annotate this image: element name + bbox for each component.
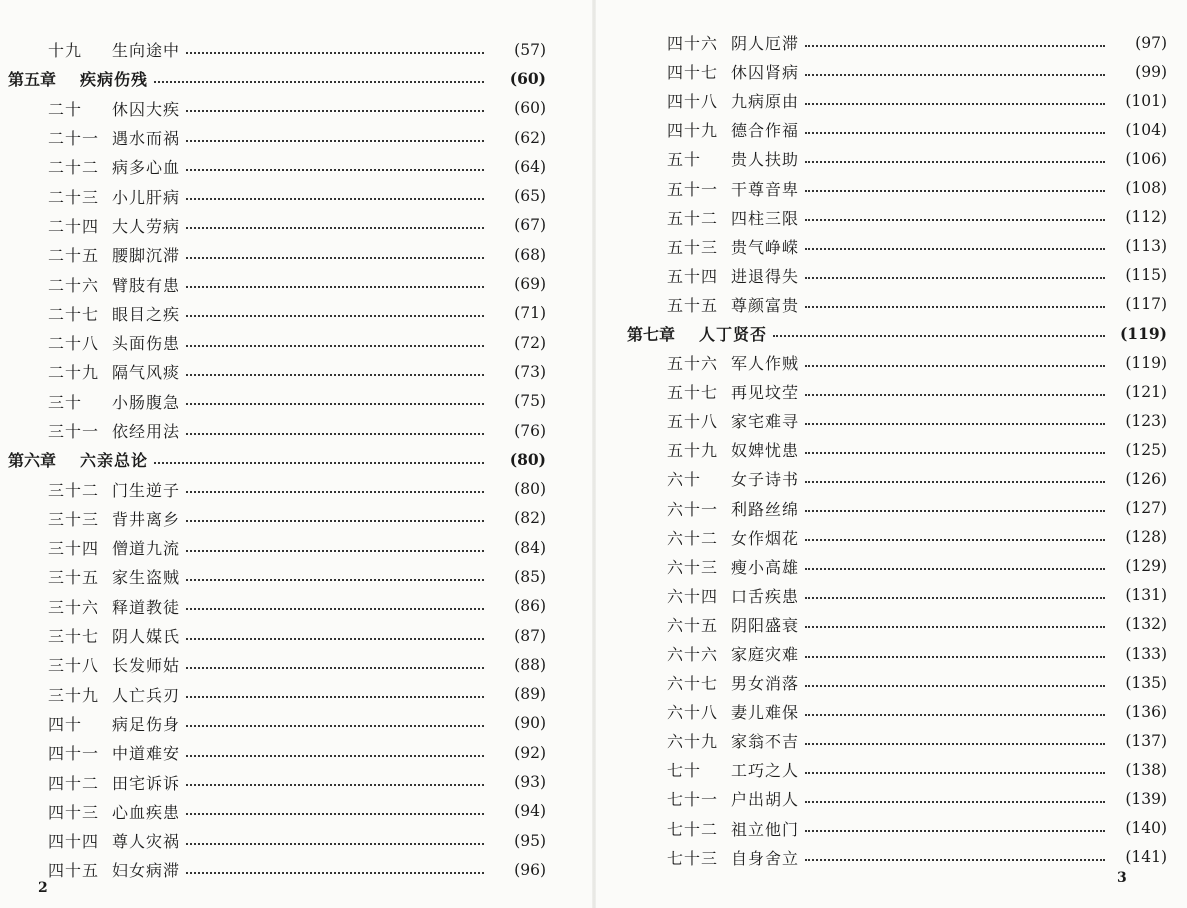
dot-leader — [805, 290, 1105, 308]
chapter-number: 第七章 — [627, 324, 676, 344]
page-reference: (71) — [514, 304, 546, 323]
entry-number: 五十五 — [667, 295, 719, 315]
entry-title: 长发师姑 — [112, 656, 181, 676]
entry-number: 二十六 — [48, 275, 100, 295]
dot-leader — [186, 270, 484, 288]
entry-title: 休囚大疾 — [112, 99, 181, 119]
entry-number: 五十 — [667, 150, 702, 170]
page-reference: (128) — [1125, 528, 1167, 547]
dot-leader — [805, 669, 1105, 687]
toc-entry — [597, 843, 1187, 872]
toc-entry — [0, 152, 590, 181]
toc-entry — [597, 464, 1187, 493]
entry-title: 利路丝绵 — [731, 499, 800, 519]
toc-entry — [0, 826, 590, 855]
entry-number: 六十八 — [667, 703, 719, 723]
page-reference: (115) — [1125, 266, 1167, 285]
entry-title: 进退得失 — [731, 266, 800, 286]
entry-title: 眼目之疾 — [112, 304, 181, 324]
entry-number: 七十 — [667, 761, 702, 781]
toc-entry — [0, 211, 590, 240]
dot-leader — [805, 465, 1105, 483]
toc-entry — [0, 738, 590, 767]
dot-leader — [186, 475, 484, 493]
entry-title: 军人作贼 — [731, 354, 800, 374]
toc-entry — [0, 533, 590, 562]
entry-title: 家翁不吉 — [731, 732, 800, 752]
dot-leader — [186, 534, 484, 552]
entry-title: 家宅难寻 — [731, 412, 800, 432]
page-reference: (92) — [514, 743, 546, 762]
entry-title: 德合作福 — [731, 121, 800, 141]
entry-number: 三十六 — [48, 597, 100, 617]
toc-entry — [0, 416, 590, 445]
page-reference: (99) — [1135, 62, 1167, 81]
dot-leader — [186, 358, 484, 376]
entry-number: 七十一 — [667, 790, 719, 810]
dot-leader — [805, 843, 1105, 861]
dot-leader — [805, 698, 1105, 716]
toc-entry — [0, 855, 590, 884]
toc-chapter-heading — [0, 64, 590, 93]
entry-number: 四十六 — [667, 34, 719, 54]
entry-number: 六十七 — [667, 674, 719, 694]
page-reference: (62) — [514, 128, 546, 147]
page-reference: (140) — [1125, 819, 1167, 838]
toc-entry — [597, 406, 1187, 435]
toc-entry — [597, 115, 1187, 144]
dot-leader — [805, 581, 1105, 599]
page-reference: (123) — [1125, 411, 1167, 430]
entry-title: 妻儿难保 — [731, 703, 800, 723]
entry-title: 病足伤身 — [112, 714, 181, 734]
entry-number: 二十三 — [48, 187, 100, 207]
page-reference: (64) — [514, 157, 546, 176]
chapter-title: 六亲总论 — [80, 451, 149, 471]
entry-number: 三十二 — [48, 480, 100, 500]
right-page — [597, 0, 1187, 908]
entry-title: 中道难安 — [112, 744, 181, 764]
toc-entry — [597, 639, 1187, 668]
dot-leader — [154, 65, 484, 83]
page-number-left: 2 — [38, 880, 48, 896]
entry-title: 尊人灾祸 — [112, 832, 181, 852]
entry-number: 三十四 — [48, 539, 100, 559]
chapter-number: 第六章 — [8, 451, 57, 471]
entry-number: 三十 — [48, 392, 83, 412]
entry-number: 三十七 — [48, 627, 100, 647]
toc-entry — [597, 610, 1187, 639]
toc-entry — [0, 592, 590, 621]
entry-title: 小肠腹急 — [112, 392, 181, 412]
dot-leader — [805, 232, 1105, 250]
entry-title: 背井离乡 — [112, 509, 181, 529]
toc-entry — [597, 28, 1187, 57]
entry-title: 阴阳盛衰 — [731, 615, 800, 635]
toc-entry — [0, 35, 590, 64]
page-reference: (132) — [1125, 615, 1167, 634]
page-reference: (95) — [514, 831, 546, 850]
entry-title: 遇水而祸 — [112, 129, 181, 149]
page-reference: (141) — [1125, 848, 1167, 867]
entry-title: 僧道九流 — [112, 539, 181, 559]
entry-number: 五十四 — [667, 266, 719, 286]
page-reference: (101) — [1125, 91, 1167, 110]
entry-number: 七十三 — [667, 848, 719, 868]
dot-leader — [805, 58, 1105, 76]
toc-entry — [0, 680, 590, 709]
toc-list-right — [597, 28, 1187, 872]
page-reference: (126) — [1125, 469, 1167, 488]
toc-entry — [0, 240, 590, 269]
entry-title: 生向途中 — [112, 41, 181, 61]
entry-number: 二十五 — [48, 246, 100, 266]
dot-leader — [805, 523, 1105, 541]
entry-number: 五十三 — [667, 237, 719, 257]
entry-title: 臂肢有患 — [112, 275, 181, 295]
entry-title: 再见坟茔 — [731, 383, 800, 403]
toc-entry — [597, 552, 1187, 581]
entry-title: 释道教徒 — [112, 597, 181, 617]
entry-title: 头面伤患 — [112, 334, 181, 354]
toc-entry — [597, 290, 1187, 319]
page-reference: (113) — [1125, 237, 1167, 256]
toc-entry — [597, 784, 1187, 813]
toc-entry — [0, 299, 590, 328]
toc-entry — [597, 697, 1187, 726]
page-reference: (88) — [514, 655, 546, 674]
entry-number: 二十 — [48, 99, 83, 119]
entry-title: 妇女病滞 — [112, 861, 181, 881]
dot-leader — [186, 153, 484, 171]
dot-leader — [186, 651, 484, 669]
page-reference: (121) — [1125, 382, 1167, 401]
dot-leader — [154, 446, 484, 464]
entry-number: 六十九 — [667, 732, 719, 752]
page-reference: (89) — [514, 685, 546, 704]
toc-entry — [597, 726, 1187, 755]
dot-leader — [805, 785, 1105, 803]
entry-title: 田宅诉诉 — [112, 773, 181, 793]
page-reference: (85) — [514, 567, 546, 586]
toc-chapter-heading — [597, 319, 1187, 348]
entry-number: 六十四 — [667, 586, 719, 606]
dot-leader — [805, 494, 1105, 512]
toc-entry — [597, 581, 1187, 610]
entry-number: 五十七 — [667, 383, 719, 403]
toc-entry — [0, 357, 590, 386]
entry-number: 六十五 — [667, 615, 719, 635]
entry-number: 二十一 — [48, 129, 100, 149]
page-reference: (127) — [1125, 499, 1167, 518]
dot-leader — [805, 436, 1105, 454]
dot-leader — [805, 756, 1105, 774]
page-reference: (65) — [514, 187, 546, 206]
page-reference: (136) — [1125, 702, 1167, 721]
entry-number: 二十二 — [48, 158, 100, 178]
dot-leader — [805, 814, 1105, 832]
entry-number: 五十八 — [667, 412, 719, 432]
entry-title: 贵人扶助 — [731, 150, 800, 170]
page-reference: (60) — [514, 99, 546, 118]
entry-number: 三十三 — [48, 509, 100, 529]
page-reference: (133) — [1125, 644, 1167, 663]
toc-entry — [597, 523, 1187, 552]
entry-title: 阴人媒氏 — [112, 627, 181, 647]
toc-chapter-heading — [0, 445, 590, 474]
toc-entry — [597, 814, 1187, 843]
dot-leader — [805, 552, 1105, 570]
entry-number: 六十 — [667, 470, 702, 490]
toc-entry — [0, 123, 590, 152]
entry-title: 家生盗贼 — [112, 568, 181, 588]
dot-leader — [186, 329, 484, 347]
page-reference: (97) — [1135, 33, 1167, 52]
toc-entry — [597, 377, 1187, 406]
entry-number: 二十七 — [48, 304, 100, 324]
toc-entry — [0, 504, 590, 533]
dot-leader — [805, 116, 1105, 134]
page-reference: (131) — [1125, 586, 1167, 605]
page-reference: (117) — [1125, 295, 1167, 314]
dot-leader — [186, 709, 484, 727]
dot-leader — [186, 739, 484, 757]
dot-leader — [186, 827, 484, 845]
entry-number: 四十九 — [667, 121, 719, 141]
dot-leader — [186, 622, 484, 640]
entry-title: 女子诗书 — [731, 470, 800, 490]
page-reference: (87) — [514, 626, 546, 645]
toc-entry — [597, 435, 1187, 464]
page-reference: (119) — [1125, 353, 1167, 372]
entry-title: 大人劳病 — [112, 216, 181, 236]
toc-entry — [0, 94, 590, 123]
page-reference: (108) — [1125, 179, 1167, 198]
dot-leader — [186, 856, 484, 874]
entry-number: 四十五 — [48, 861, 100, 881]
page-reference: (125) — [1125, 440, 1167, 459]
entry-title: 户出胡人 — [731, 790, 800, 810]
dot-leader — [186, 680, 484, 698]
entry-number: 十九 — [48, 41, 83, 61]
toc-entry — [0, 181, 590, 210]
page-reference: (80) — [514, 480, 546, 499]
entry-number: 六十一 — [667, 499, 719, 519]
page-reference: (84) — [514, 538, 546, 557]
dot-leader — [186, 504, 484, 522]
entry-number: 三十九 — [48, 685, 100, 705]
dot-leader — [805, 349, 1105, 367]
toc-entry — [0, 709, 590, 738]
entry-number: 五十六 — [667, 354, 719, 374]
entry-title: 依经用法 — [112, 422, 181, 441]
dot-leader — [186, 768, 484, 786]
page-reference: (69) — [514, 275, 546, 294]
entry-title: 人亡兵刃 — [112, 685, 181, 705]
dot-leader — [805, 407, 1105, 425]
book-gutter — [592, 0, 596, 908]
chapter-number: 第五章 — [8, 70, 57, 90]
entry-number: 四十七 — [667, 63, 719, 83]
entry-number: 三十八 — [48, 656, 100, 676]
toc-entry — [0, 474, 590, 503]
entry-number: 六十六 — [667, 645, 719, 665]
dot-leader — [805, 87, 1105, 105]
dot-leader — [805, 610, 1105, 628]
dot-leader — [805, 640, 1105, 658]
page-reference: (93) — [514, 773, 546, 792]
page-reference: (137) — [1125, 731, 1167, 750]
dot-leader — [805, 29, 1105, 47]
page-reference: (129) — [1125, 557, 1167, 576]
entry-title: 祖立他门 — [731, 819, 800, 839]
page-reference: (60) — [509, 69, 546, 89]
toc-entry — [0, 797, 590, 826]
entry-number: 五十九 — [667, 441, 719, 461]
toc-entry — [0, 767, 590, 796]
entry-title: 小儿肝病 — [112, 187, 181, 207]
toc-entry — [597, 755, 1187, 784]
entry-number: 七十二 — [667, 819, 719, 839]
dot-leader — [186, 387, 484, 405]
entry-title: 瘦小高雄 — [731, 557, 800, 577]
page-reference: (104) — [1125, 120, 1167, 139]
entry-number: 二十八 — [48, 334, 100, 354]
toc-entry — [597, 494, 1187, 523]
entry-title: 隔气风痰 — [112, 363, 181, 383]
toc-entry — [597, 173, 1187, 202]
dot-leader — [186, 797, 484, 815]
entry-number: 六十二 — [667, 528, 719, 548]
entry-number: 四十二 — [48, 773, 100, 793]
toc-entry — [597, 86, 1187, 115]
page-reference: (80) — [509, 450, 546, 470]
dot-leader — [805, 145, 1105, 163]
entry-title: 门生逆子 — [112, 480, 181, 500]
dot-leader — [186, 563, 484, 581]
entry-title: 休囚肾病 — [731, 63, 800, 83]
entry-title: 工巧之人 — [731, 761, 800, 781]
dot-leader — [186, 124, 484, 142]
toc-entry — [0, 328, 590, 357]
page-reference: (82) — [514, 509, 546, 528]
entry-number: 二十九 — [48, 363, 100, 383]
entry-title: 腰脚沉滞 — [112, 246, 181, 266]
entry-title: 尊颜富贵 — [731, 295, 800, 315]
dot-leader — [186, 36, 484, 54]
dot-leader — [805, 727, 1105, 745]
entry-title: 自身舍立 — [731, 848, 800, 868]
toc-entry — [597, 348, 1187, 377]
entry-number: 三十五 — [48, 568, 100, 588]
toc-entry — [0, 387, 590, 416]
toc-entry — [597, 144, 1187, 173]
dot-leader — [805, 378, 1105, 396]
entry-number: 四十三 — [48, 802, 100, 822]
entry-number: 四十一 — [48, 744, 100, 764]
toc-entry — [597, 232, 1187, 261]
dot-leader — [186, 182, 484, 200]
dot-leader — [805, 203, 1105, 221]
toc-entry — [597, 261, 1187, 290]
entry-number: 四十四 — [48, 832, 100, 852]
entry-title: 奴婢忧患 — [731, 441, 800, 461]
dot-leader — [186, 417, 484, 435]
toc-entry — [0, 269, 590, 298]
chapter-title: 人丁贤否 — [699, 324, 768, 344]
dot-leader — [773, 319, 1105, 337]
dot-leader — [186, 299, 484, 317]
entry-title: 干尊音卑 — [731, 179, 800, 199]
entry-title: 女作烟花 — [731, 528, 800, 548]
chapter-title: 疾病伤残 — [80, 70, 149, 90]
entry-title: 心血疾患 — [112, 802, 181, 822]
page-number-right: 3 — [1117, 870, 1127, 886]
entry-title: 贵气峥嵘 — [731, 237, 800, 257]
toc-entry — [0, 650, 590, 679]
page-reference: (139) — [1125, 789, 1167, 808]
toc-entry — [0, 562, 590, 591]
toc-entry — [0, 621, 590, 650]
page-reference: (76) — [514, 421, 546, 440]
page-reference: (94) — [514, 802, 546, 821]
entry-title: 九病原由 — [731, 92, 800, 112]
toc-entry — [597, 203, 1187, 232]
page-reference: (73) — [514, 362, 546, 381]
page-reference: (67) — [514, 216, 546, 235]
entry-title: 口舌疾患 — [731, 586, 800, 606]
page-reference: (75) — [514, 392, 546, 411]
toc-entry — [597, 668, 1187, 697]
page-reference: (135) — [1125, 673, 1167, 692]
toc-list-left — [0, 35, 590, 885]
entry-title: 男女消落 — [731, 674, 800, 694]
entry-number: 五十二 — [667, 208, 719, 228]
page-reference: (112) — [1125, 208, 1167, 227]
page-reference: (68) — [514, 245, 546, 264]
dot-leader — [805, 261, 1105, 279]
page-reference: (86) — [514, 597, 546, 616]
page-reference: (138) — [1125, 760, 1167, 779]
entry-number: 五十一 — [667, 179, 719, 199]
dot-leader — [186, 592, 484, 610]
entry-number: 六十三 — [667, 557, 719, 577]
entry-number: 二十四 — [48, 216, 100, 236]
entry-number: 三十一 — [48, 422, 100, 441]
entry-title: 病多心血 — [112, 158, 181, 178]
entry-number: 四十 — [48, 714, 83, 734]
toc-entry — [597, 57, 1187, 86]
page-reference: (57) — [514, 40, 546, 59]
page-reference: (96) — [514, 860, 546, 879]
page-reference: (106) — [1125, 149, 1167, 168]
dot-leader — [186, 94, 484, 112]
entry-title: 阴人厄滞 — [731, 34, 800, 54]
dot-leader — [186, 241, 484, 259]
page-reference: (72) — [514, 333, 546, 352]
page-reference: (90) — [514, 714, 546, 733]
left-page — [0, 0, 590, 908]
dot-leader — [186, 211, 484, 229]
page-reference: (119) — [1119, 323, 1167, 343]
entry-number: 四十八 — [667, 92, 719, 112]
dot-leader — [805, 174, 1105, 192]
entry-title: 家庭灾难 — [731, 645, 800, 665]
entry-title: 四柱三限 — [731, 208, 800, 228]
